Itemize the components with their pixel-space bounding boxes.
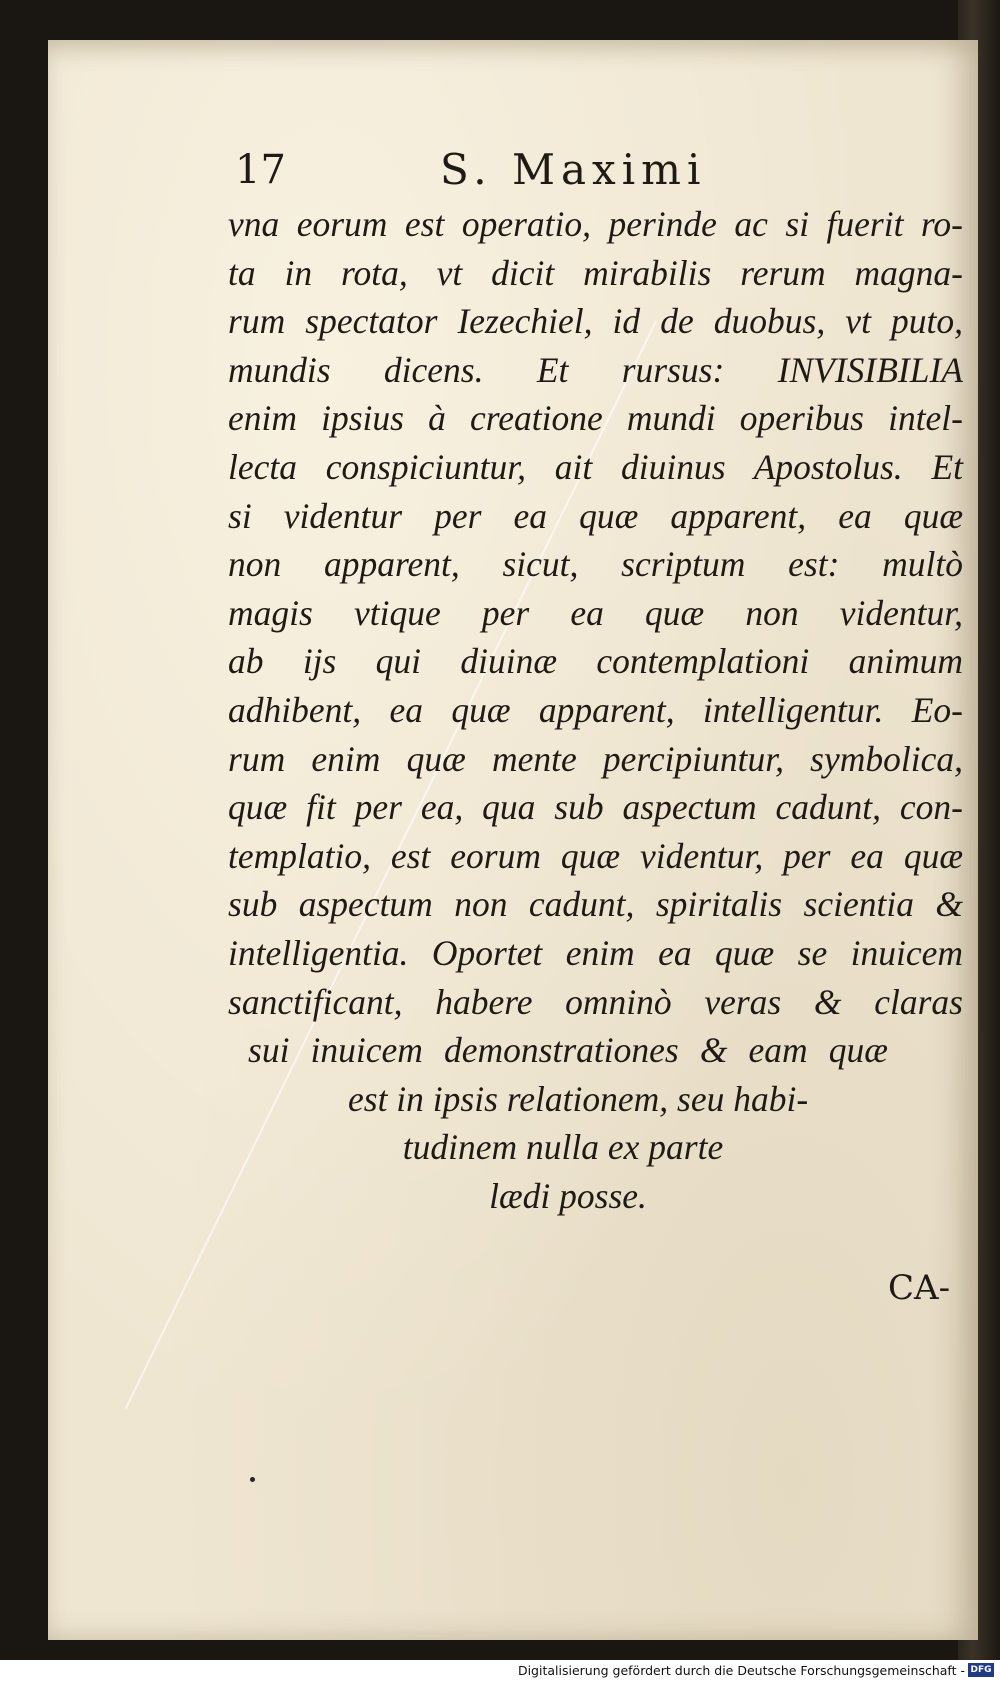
digitization-footer — [0, 1660, 1000, 1686]
text-line: quæ fit per ea, qua sub aspectum cadunt, con- — [228, 787, 963, 828]
funding-credit: Digitalisierung gefördert durch die Deutsche Forschungsgemeinschaft - — [517, 1663, 965, 1678]
ink-speck — [250, 1477, 255, 1482]
text-line: templatio, est eorum quæ videntur, per ea quæ — [228, 835, 963, 876]
page-number: 17 — [235, 147, 286, 193]
dfg-logo-icon: DFG — [968, 1663, 994, 1677]
text-line: vna eorum est operatio, perinde ac si fuerit ro- — [228, 204, 963, 244]
page-header — [235, 145, 955, 205]
text-line: ab ijs qui diuinæ contemplationi animum — [228, 641, 963, 682]
text-line: non apparent, sicut, scriptum est: multò — [228, 544, 963, 585]
text-line: magis vtique per ea quæ non videntur, — [228, 592, 963, 633]
text-line: rum enim quæ mente percipiuntur, symbolica, — [228, 738, 963, 779]
text-line: est in ipsis relationem, seu habi- — [348, 1078, 809, 1119]
text-line: mundis dicens. Et rursus: INVISIBILIA — [228, 349, 963, 390]
text-line: adhibent, ea quæ apparent, intelligentur. Eo- — [228, 689, 963, 730]
text-line: ta in rota, vt dicit mirabilis rerum magna- — [228, 252, 963, 293]
running-head: S. Maximi — [440, 145, 707, 194]
text-line: tudinem nulla ex parte — [402, 1127, 724, 1168]
text-line: enim ipsius à creatione mundi operibus intel- — [228, 398, 963, 439]
catchword: CA- — [888, 1268, 951, 1308]
text-line: sub aspectum non cadunt, spiritalis scientia & — [228, 884, 963, 925]
text-line: lædi posse. — [489, 1175, 647, 1216]
text-line: si videntur per ea quæ apparent, ea quæ — [228, 495, 963, 536]
text-line: lecta conspiciuntur, ait diuinus Apostolus. Et — [228, 446, 963, 487]
text-line: sui inuicem demonstrationes & eam quæ — [248, 1030, 888, 1071]
text-line: rum spectator Iezechiel, id de duobus, vt puto, — [228, 301, 963, 342]
body-text — [228, 200, 963, 1220]
text-line: sanctificant, habere omninò veras & claras — [228, 981, 963, 1022]
text-line: intelligentia. Oportet enim ea quæ se inuicem — [228, 932, 963, 973]
